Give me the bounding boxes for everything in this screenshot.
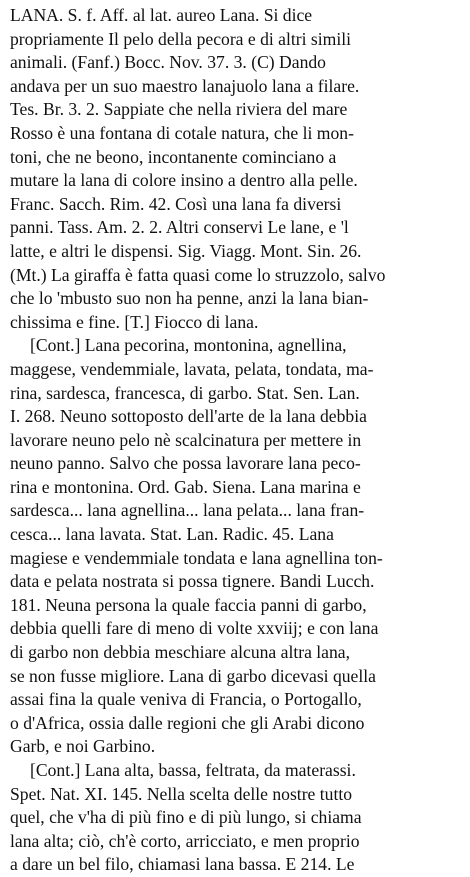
text-line: Tes. Br. 3. 2. Sappiate che nella riviera del mare [10, 99, 348, 120]
text-line: di garbo non debbia meschiare alcuna altra lana, [10, 642, 350, 663]
text-line: data e pelata nostrata si possa tignere. Bandi Lucch. [10, 571, 375, 592]
text-line: cesca... lana lavata. Stat. Lan. Radic. 45. Lana [10, 524, 334, 545]
text-line: assai fina la quale veniva di Francia, o Portogallo, [10, 689, 362, 710]
text-line: debbia quelli fare di meno di volte xxviij; e con lana [10, 618, 379, 639]
text-line: LANA. S. f. Aff. al lat. aureo Lana. Si dice [10, 5, 313, 25]
text-line: [Cont.] Lana pecorina, montonina, agnellina, [30, 335, 347, 356]
text-line: se non fusse migliore. Lana di garbo dicevasi quella [10, 665, 376, 686]
text-line: rina, sardesca, francesca, di garbo. Stat. Sen. Lan. [10, 382, 360, 403]
text-line: quel, che v'ha di più fino e di più lungo, si chiama [10, 807, 362, 828]
text-line: o d'Africa, ossia dalle regioni che gli Arabi dicono [10, 712, 365, 733]
text-line: latte, e altri le dispensi. Sig. Viagg. Mont. Sin. 26. [10, 240, 362, 261]
text-line: Rosso è una fontana di cotale natura, che li mon- [10, 122, 354, 143]
text-line: sardesca... lana agnellina... lana pelata... lana fran- [10, 500, 365, 521]
text-line: neuno panno. Salvo che possa lavorare lana peco- [10, 453, 361, 474]
text-line: (Mt.) La giraffa è fatta quasi come lo struzzolo, salvo [10, 264, 386, 285]
text-line: andava per un suo maestro lanajuolo lana a filare. [10, 75, 360, 96]
text-line: propriamente Il pelo della pecora e di altri simili [10, 28, 351, 49]
text-line: mutare la lana di colore insino a dentro alla pelle. [10, 170, 358, 191]
text-line: magiese e vendemmiale tondata e lana agnellina ton- [10, 547, 383, 568]
text-line: 181. Neuna persona la quale faccia panni di garbo, [10, 594, 367, 615]
text-line: Spet. Nat. XI. 145. Nella scelta delle nostre tutto [10, 783, 353, 804]
text-line: Garb, e noi Garbino. [10, 736, 156, 757]
text-line: animali. (Fanf.) Bocc. Nov. 37. 3. (C) Dando [10, 52, 326, 73]
text-line: a dare un bel filo, chiamasi lana bassa. E 214. Le [10, 854, 355, 875]
text-line: I. 268. Neuno sottoposto dell'arte de la lana debbia [10, 406, 367, 427]
text-line: chissima e fine. [T.] Fiocco di lana. [10, 311, 259, 332]
text-line: [Cont.] Lana alta, bassa, feltrata, da materassi. [30, 760, 356, 780]
text-line: che lo 'mbusto suo non ha penne, anzi la lana bian- [10, 288, 369, 309]
text-line: lana alta; ciò, ch'è corto, arricciato, e men proprio [10, 830, 360, 851]
text-line: maggese, vendemmiale, lavata, pelata, tondata, ma- [10, 358, 374, 379]
text-line: panni. Tass. Am. 2. 2. Altri conservi Le lane, e 'l [10, 217, 349, 238]
text-line: Franc. Sacch. Rim. 42. Così una lana fa diversi [10, 193, 342, 214]
text-line: toni, che ne beono, incontanente cominciano a [10, 146, 337, 167]
text-line: rina e montonina. Ord. Gab. Siena. Lana marina e [10, 476, 361, 497]
text-line: lavorare neuno pelo nè scalcinatura per mettere in [10, 429, 362, 450]
